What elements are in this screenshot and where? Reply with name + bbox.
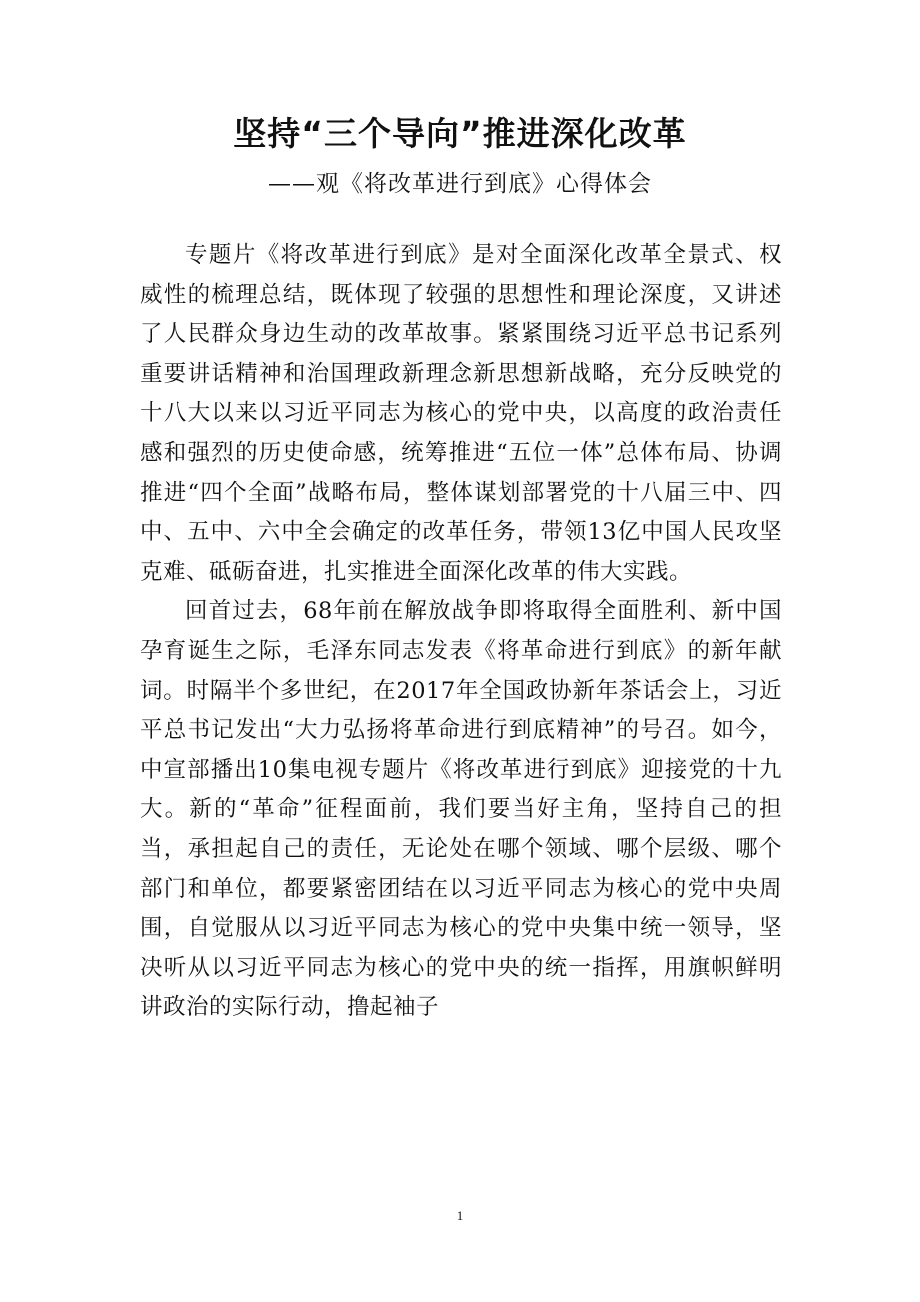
page-number: 1	[456, 1208, 464, 1223]
paragraph: 回首过去，68年前在解放战争即将取得全面胜利、新中国孕育诞生之际，毛泽东同志发表《将革命进行到底》的新年献词。时隔半个多世纪，在2017年全国政协新年茶话会上，习近平总书记发出“大力弘扬将革命进行到底精神”的号召。如今，中宣部播出10集电视专题片《将改革进行到底》迎接党的十九大。新的“革命”征程面前，我们要当好主角，坚持自己的担当，承担起自己的责任，无论处在哪个领域、哪个层级、哪个部门和单位，都要紧密团结在以习近平同志为核心的党中央周围，自觉服从以习近平同志为核心的党中央集中统一领导，坚决听从以习近平同志为核心的党中央的统一指挥，用旗帜鲜明讲政治的实际行动，撸起袖子	[140, 598, 782, 1021]
document-title: 坚持“三个导向”推进深化改革	[233, 114, 687, 153]
document-body	[140, 236, 782, 1028]
paragraph: 专题片《将改革进行到底》是对全面深化改革全景式、权威性的梳理总结，既体现了较强的思想性和理论深度，又讲述了人民群众身边生动的改革故事。紧紧围绕习近平总书记系列重要讲话精神和治国理政新理念新思想新战略，充分反映党的十八大以来以习近平同志为核心的党中央，以高度的政治责任感和强烈的历史使命感，统筹推进“五位一体”总体布局、协调推进“四个全面”战略布局，整体谋划部署党的十八届三中、四中、五中、六中全会确定的改革任务，带领13亿中国人民攻坚克难、砥砺奋进，扎实推进全面深化改革的伟大实践。	[140, 242, 782, 585]
document-subtitle: ——观《将改革进行到底》心得体会	[268, 171, 652, 197]
